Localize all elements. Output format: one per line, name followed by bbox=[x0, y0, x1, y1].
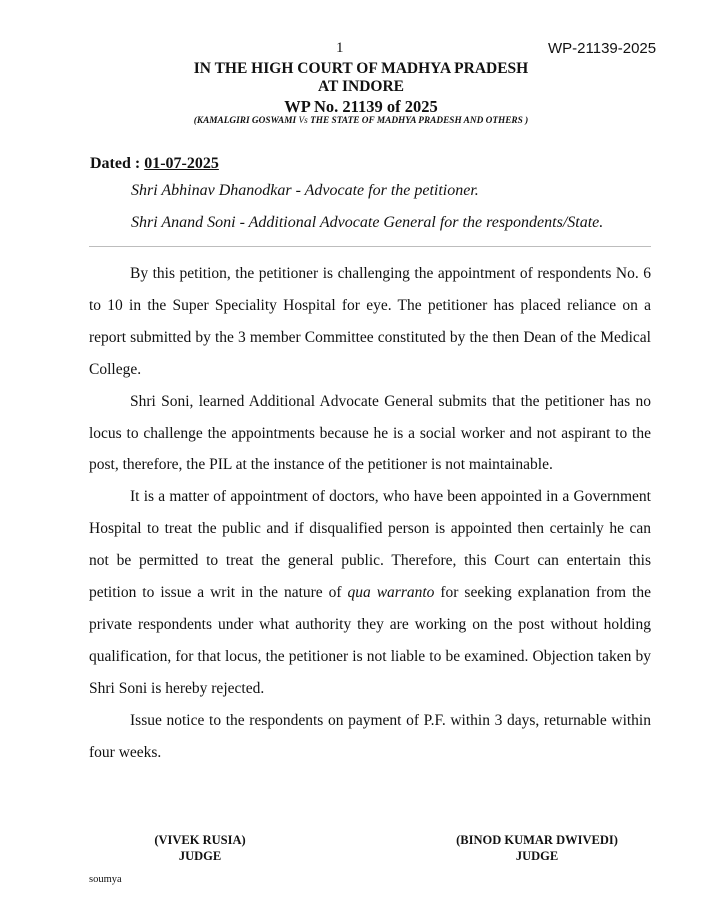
order-paragraph bbox=[89, 481, 651, 704]
dated-label: Dated : bbox=[90, 155, 141, 172]
counsel-petitioner: Shri Abhinav Dhanodkar - Advocate for the petitioner. bbox=[131, 182, 479, 199]
judge-name: (VIVEK RUSIA) bbox=[154, 833, 246, 847]
petitioner-name: (KAMALGIRI GOSWAMI bbox=[193, 116, 297, 126]
order-body bbox=[89, 258, 651, 769]
order-paragraph: Issue notice to the respondents on payment of P.F. within 3 days, returnable within four weeks. bbox=[89, 711, 651, 761]
dated-value: 01-07-2025 bbox=[144, 155, 219, 172]
case-parties bbox=[0, 116, 722, 126]
paragraph-text: for seeking explanation from the private respondents under what authority they are working on the post without holding qualification, for that locus, the petitioner is not liable to be examined. Objection taken by Shri Soni is hereby rejected. bbox=[89, 584, 651, 697]
judge-title: JUDGE bbox=[178, 849, 222, 863]
divider-line bbox=[89, 246, 651, 247]
stenographer-initials: soumya bbox=[89, 874, 122, 885]
order-paragraph: Shri Soni, learned Additional Advocate General submits that the petitioner has no locus to challenge the appointments because he is a social worker and not aspirant to the post, therefore, the PIL at the instance of the petitioner is not maintainable. bbox=[89, 392, 651, 474]
page-number: 1 bbox=[336, 40, 344, 56]
order-paragraph: By this petition, the petitioner is challenging the appointment of respondents No. 6 to 10 in the Super Speciality Hospital for eye. The petitioner has placed reliance on a report submitted by the 3 member Committee constituted by the then Dean of the Medical College. bbox=[89, 265, 651, 378]
signature-block-2 bbox=[437, 832, 637, 864]
judge-name: (BINOD KUMAR DWIVEDI) bbox=[456, 833, 618, 847]
versus-label: Vs bbox=[298, 116, 308, 126]
counsel-respondent: Shri Anand Soni - Additional Advocate General for the respondents/State. bbox=[131, 214, 604, 231]
case-reference: WP-21139-2025 bbox=[548, 40, 657, 57]
signature-block-1 bbox=[130, 832, 270, 864]
paragraph-text: It is a matter of appointment of doctors, who have been appointed in a Government Hospital to treat the public and if disqualified person is appointed then certainly he can not be permitted to treat the general public. Therefore, this Court can entertain this petition to issue a writ in the nature of bbox=[89, 488, 651, 602]
court-bench: AT INDORE bbox=[318, 78, 404, 95]
order-date bbox=[90, 155, 219, 173]
judge-title: JUDGE bbox=[515, 849, 559, 863]
case-number: WP No. 21139 of 2025 bbox=[284, 97, 438, 116]
court-name: IN THE HIGH COURT OF MADHYA PRADESH bbox=[193, 60, 529, 77]
latin-term: qua warranto bbox=[347, 584, 435, 602]
respondent-name: THE STATE OF MADHYA PRADESH AND OTHERS ) bbox=[310, 116, 529, 126]
